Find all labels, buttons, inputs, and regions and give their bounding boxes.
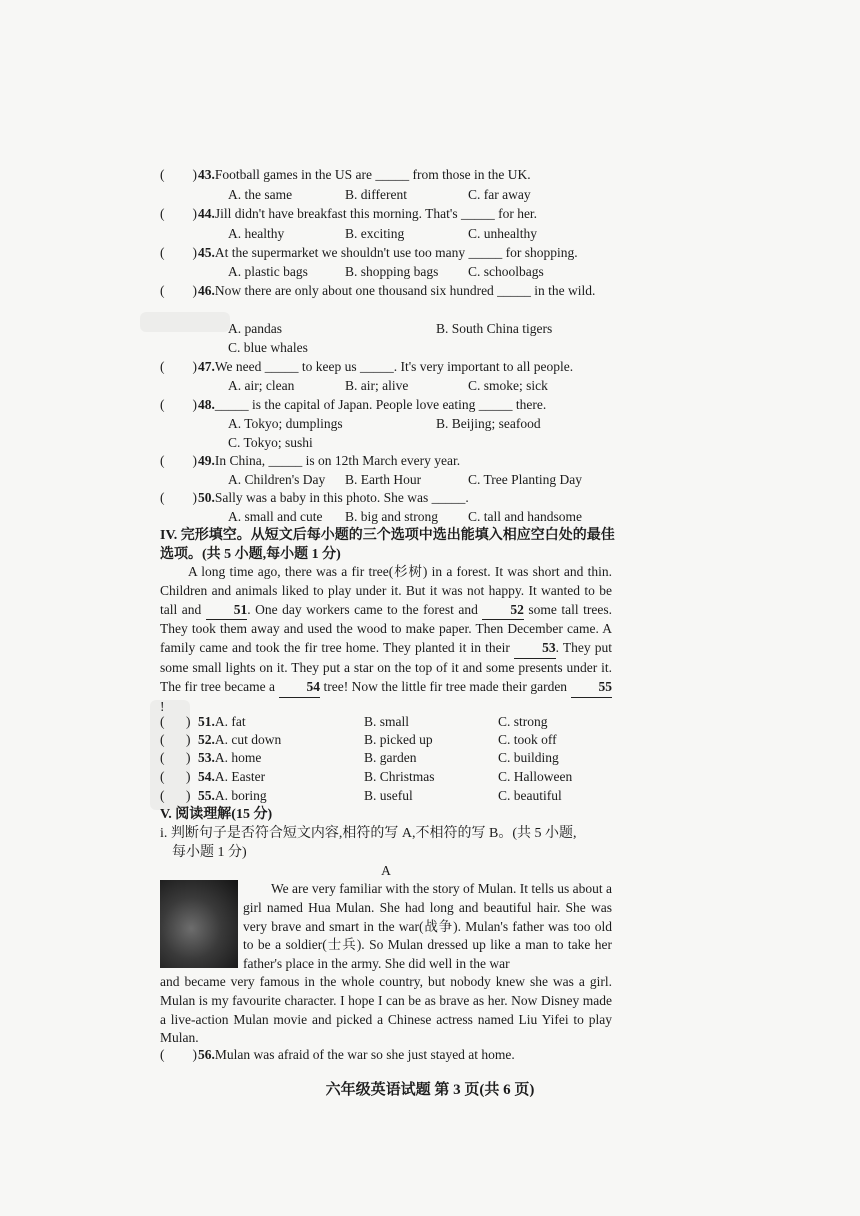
blank-55: 55 (571, 678, 613, 698)
reading-instructions: i. 判断句子是否符合短文内容,相符的写 A,不相符的写 B。(共 5 小题, 每小题 1 分) (160, 826, 577, 860)
option-a[interactable]: A. Tokyo; dumplings (228, 416, 343, 431)
option-c[interactable]: C. Tree Planting Day (468, 472, 583, 487)
answer-paren[interactable]: ( ) (160, 167, 197, 182)
answer-paren[interactable]: ( ) (160, 206, 197, 221)
exam-page: ( ) 43.Football games in the US are _____ from those in the UK. A. the same B. different C. far away ( ) 44.Jill didn't have breakfast this morning. That's _____ for her. A. healthy B. exciting C. unhealthy ( ) 45.At the supermarket we shouldn't use too many _____ for shopping. A. plastic bags B. shopping bags C. schoolbags ( ) 46.Now there are only about one thousand six hundred _____ in the wild. A. pandas B. South China tigers C. blue whales ( ) 47.We need _____ to keep us _____. It's very important to all people. A. air; clean B. air; alive C. smoke; sick ( ) 48._____ is the capital of Japan. People love eating _____ there. A. Tokyo; dumplings B. Beijing; seafood C. Tokyo; sushi ( ) 49.In China, _____ is on 12th March every year. A. Children's Day B. Earth Hour C. Tree Planting Day ( ) 50.Sally was a baby in this photo. She was _____. A. small and cute B. big and strong C. tall and handsome IV. 完形填空。从短文后每小题的三个选项中选出能填入相应空白处的最佳 选项。(共 5 小题,每小题 1 分) A long time ago, there was a fir tree(杉树) in a forest. It was short and thin. Children and animals liked to play under it. But it was not happy. It wanted to be tall and 51. One day workers came to the forest and 52 some tall trees. They took them away and used the wood to make paper. Then December came. A family came and took the fir tree home. They planted it in their 53. They put some small lights on it. They put a star on the top of it and some presents under it. The fir tree became a 54 tree! Now the little fir tree made their garden 55! ( ) 51. A. fat B. small C. strong ( ) 52. A. cut down B. picked up C. took off ( ) 53. A. home B. garden C. building ( ) 54. A. Easter B. Christmas C. Halloween ( ) 55. A. boring B. useful C. beautiful V. 阅读理解(15 分) i. 判断句子是否符合短文内容,相符的写 A,不相符的写 B。(共 5 小题, 每小题 1 分) A We are very familiar with the story of Mulan. It tells us about a girl named Hua Mulan. She had long and beautiful hair. She was very brave and smart in the war(战争). Mulan's father was too old to be a soldier(士兵). So Mulan dressed up like a man to take her father's place in the army. She did well in the war and became very famous in the whole country, but nobody knew she was a girl. Mulan is my favourite character. I hope I can be as brave as her. Now Disney made a live-action Mulan movie and picked a Chinese actress named Liu Yifei to play Mulan. ( ) 56.Mulan was afraid of the war so she just stayed at home. 六年级英语试题 第 3 页(共 6 页) (0, 0, 860, 1216)
option-a[interactable]: A. air; clean (228, 378, 295, 393)
section-iv-heading: IV. 完形填空。从短文后每小题的三个选项中选出能填入相应空白处的最佳 选项。(共 5 小题,每小题 1 分) (160, 528, 615, 562)
passage-letter: A (381, 863, 391, 878)
scan-smudge (150, 700, 190, 810)
answer-paren[interactable]: ( ) (160, 1047, 197, 1062)
section-v-heading: V. 阅读理解(15 分) (160, 807, 273, 822)
option-c[interactable]: C. unhealthy (468, 226, 537, 241)
option-a[interactable]: A. the same (228, 187, 293, 202)
blank-52: 52 (482, 601, 524, 621)
option-c[interactable]: C. tall and handsome (468, 509, 582, 524)
option-a[interactable]: A. plastic bags (228, 264, 308, 279)
mulan-photo (160, 880, 238, 968)
answer-paren[interactable]: ( ) (160, 359, 197, 374)
option-c[interactable]: C. schoolbags (468, 264, 544, 279)
option-b[interactable]: B. shopping bags (345, 264, 439, 279)
option-b[interactable]: B. air; alive (345, 378, 409, 393)
option-b[interactable]: B. Beijing; seafood (436, 416, 541, 431)
page-footer: 六年级英语试题 第 3 页(共 6 页) (325, 1082, 535, 1098)
option-c[interactable]: C. Tokyo; sushi (228, 435, 313, 450)
scan-smudge (140, 312, 230, 332)
answer-paren[interactable]: ( ) (160, 245, 197, 260)
cloze-passage: A long time ago, there was a fir tree(杉树) in a forest. It was short and thin. Children and animals liked to play under it. But it was not happy. It wanted to be tall and 51. One day workers came to the forest and 52 some tall trees. They took them away and used the wood to make paper. Then December came. A family came and took the fir tree home. They planted it in their 53. They put some small lights on it. They put a star on the top of it and some presents under it. The fir tree became a 54 tree! Now the little fir tree made their garden 55! (160, 564, 613, 714)
option-b[interactable]: B. Earth Hour (345, 472, 422, 487)
answer-paren[interactable]: ( ) (160, 283, 197, 298)
option-a[interactable]: A. Children's Day (228, 472, 326, 487)
blank-54: 54 (279, 678, 321, 698)
option-b[interactable]: B. big and strong (345, 509, 438, 524)
answer-paren[interactable]: ( ) (160, 490, 197, 505)
reading-passage-bottom: and became very famous in the whole country, but nobody knew she was a girl. Mulan is my favourite character. I hope I can be as brave as her. Now Disney made a live-action Mulan movie and picked a Chinese actress named Liu Yifei to play Mulan. (160, 974, 612, 1046)
option-c[interactable]: C. far away (468, 187, 531, 202)
reading-passage-top: We are very familiar with the story of Mulan. It tells us about a girl named Hua Mulan. She had long and beautiful hair. She was very brave and smart in the war(战争). Mulan's father was too old to be a soldier(士兵). So Mulan dressed up like a man to take her father's place in the army. She did well in the war (243, 881, 612, 972)
blank-53: 53 (514, 639, 556, 659)
option-b[interactable]: B. different (345, 187, 407, 202)
blank-51: 51 (206, 601, 248, 621)
option-a[interactable]: A. healthy (228, 226, 285, 241)
option-a[interactable]: A. pandas (228, 321, 282, 336)
option-a[interactable]: A. small and cute (228, 509, 323, 524)
answer-paren[interactable]: ( ) (160, 453, 197, 468)
option-b[interactable]: B. exciting (345, 226, 405, 241)
option-c[interactable]: C. smoke; sick (468, 378, 548, 393)
option-c[interactable]: C. blue whales (228, 340, 308, 355)
option-b[interactable]: B. South China tigers (436, 321, 553, 336)
answer-paren[interactable]: ( ) (160, 397, 197, 412)
